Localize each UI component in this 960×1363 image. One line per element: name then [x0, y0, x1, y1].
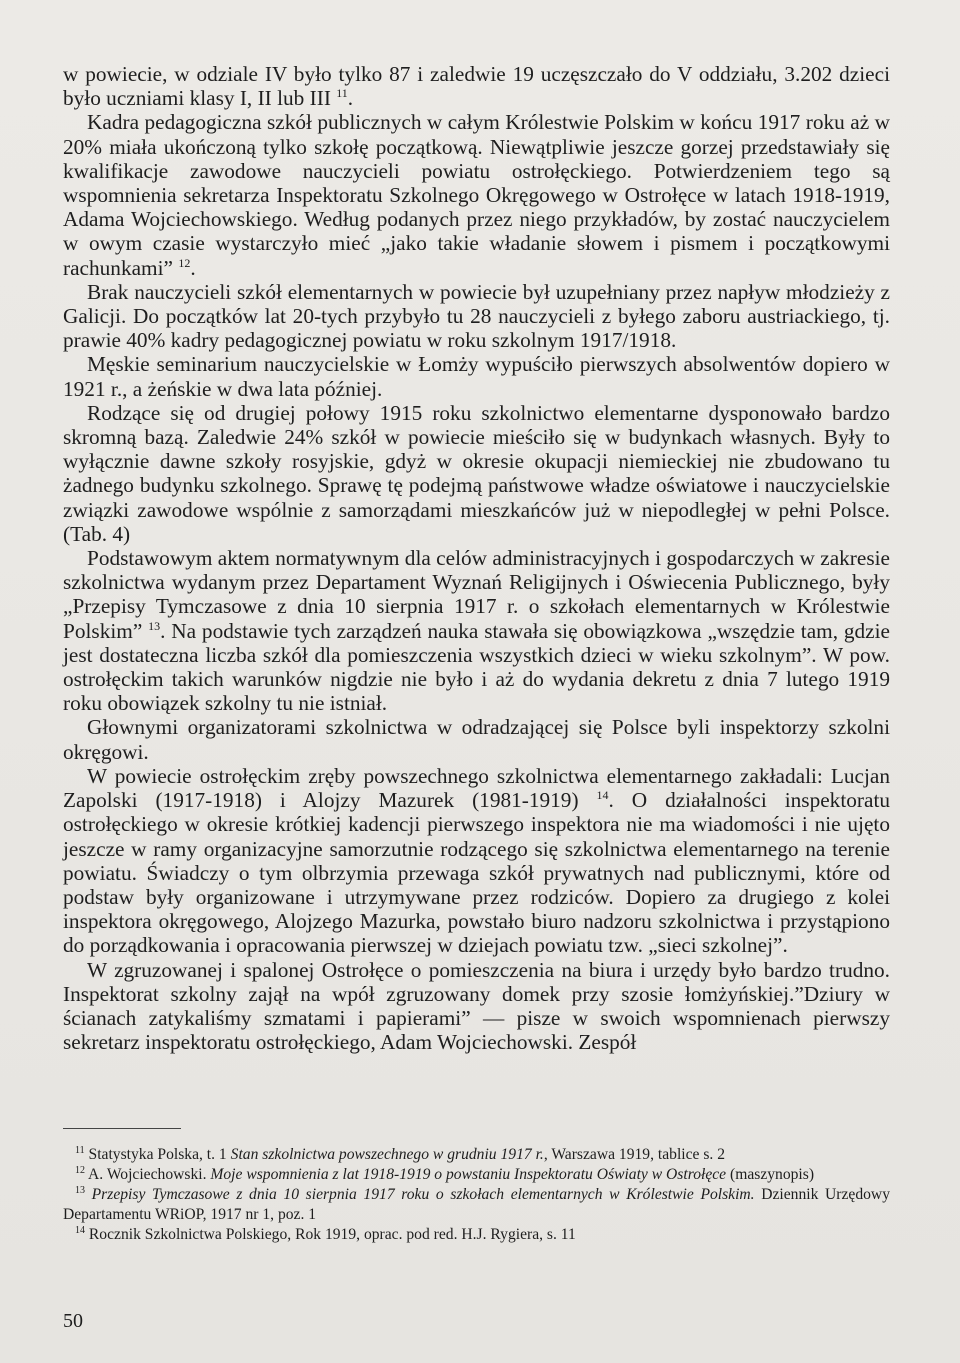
footnote-text: Rocznik Szkolnictwa Polskiego, Rok 1919, oprac. pod red. H.J. Rygiera, s. 11: [88, 1226, 576, 1243]
paragraph-7: Głownymi organizatorami szkolnictwa w odradzającej się Polsce byli inspektorzy szkolni okręgowi.: [63, 715, 890, 764]
footnote-title: Moje wspomnienia z lat 1918-1919 o powstaniu Inspektoratu Oświaty w Ostrołęce: [210, 1166, 727, 1183]
body-text: [63, 62, 890, 1054]
paragraph-1: [63, 62, 890, 110]
paragraph-4: Męskie seminarium nauczycielskie w Łomży wypuściło pierwszych absolwentów dopiero w 1921 r., a żeńskie w dwa lata później.: [63, 352, 890, 401]
footnote-13: [63, 1185, 890, 1225]
paragraph-1-text: w powiecie, w odziale IV było tylko 87 i zaledwie 19 uczęszczało do V oddziału, 3.202 dzieci było uczniami klasy I, II lub III: [63, 62, 890, 111]
footnote-text: A. Wojciechowski.: [88, 1166, 211, 1183]
footnote-title: Przepisy Tymczasowe z dnia 10 sierpnia 1917 roku o szkołach elementarnych w Królestwie Polskim.: [91, 1186, 755, 1203]
paragraph-9: W zgruzowanej i spalonej Ostrołęce o pomieszczenia na biura i urzędy było bardzo trudno. Inspektorat szkolny zajął na wpół zgruzowany domek przy szosie łomżyńskiej.”Dziury w ścianach zatykaliśmy szmatami i papierami” — pisze w swoich wspomnienach pierwszy sekretarz inspektoratu ostrołęckiego, Adam Wojciechowski. Zespół: [63, 957, 890, 1055]
page-number: 50: [63, 1310, 83, 1332]
footnote-number: 11: [75, 1145, 85, 1156]
footnote-12: [63, 1165, 890, 1185]
footnote-14: [63, 1225, 890, 1245]
footnotes: [63, 1145, 890, 1245]
paragraph-6: [63, 546, 890, 715]
paragraph-1-end: .: [347, 86, 354, 111]
paragraph-2: [63, 110, 890, 279]
footnote-number: 13: [75, 1185, 85, 1196]
footnote-title: Stan szkolnictwa powszechnego w grudniu 1917 r.: [230, 1146, 544, 1163]
paragraph-8-rest: . O działalności inspektoratu ostrołęckiego w okresie krótkiej kadencji pierwszego inspektora nie ma wiadomości i nie ujęto jeszcze w ramy organizacyjne samorzutnie rodzącego się szkolnictwa elementarnego na terenie powiatu. Świadczy o tym olbrzymia przewaga szkół prywatnych nad publicznymi, które od podstaw były organizowane i utrzymywane przez rodziców. Dopiero za drugiego z kolei inspektora okręgowego, Alojzego Mazurka, powstało biuro nadzoru szkolnictwa i przystąpiono do porządkowania i opracowania pierwszej w dziejach powiatu tzw. „sieci szkolnej”.: [63, 788, 891, 958]
paragraph-5: Rodzące się od drugiej połowy 1915 roku szkolnictwo elementarne dysponowało bardzo skromną bazą. Zaledwie 24% szkół w powiecie mieściło się w budynkach własnych. Były to wyłącznie dawne szkoły rosyjskie, gdyż w okresie okupacji niemieckiej nie zbudowano tu żadnego budynku szkolnego. Sprawę tę podejmą państwowe władze oświatowe i nauczycielskie związki zawodowe wspólnie z samorządami mieszkańców już w niepodległej w pełni Polsce. (Tab. 4): [63, 400, 890, 546]
footnote-ref-14: 14: [596, 788, 609, 803]
footnote-text-tail: Dziennik Urzędowy Departamentu WRiOP, 1917 nr 1, poz. 1: [63, 1186, 890, 1223]
paragraph-3: Brak nauczycieli szkół elementarnych w powiecie był uzupełniany przez napływ młodzieży z Galicji. Do początków lat 20-tych przybyło tu 28 nauczycieli z byłego zaboru austriackiego, tj. prawie 40% kadry pedagogicznej powiatu w roku szkolnym 1917/1918.: [63, 279, 890, 353]
paragraph-2-end: .: [190, 255, 196, 280]
footnote-ref-11: 11: [336, 86, 348, 101]
footnote-text-tail: , Warszawa 1919, tablice s. 2: [543, 1146, 726, 1163]
footnote-ref-12: 12: [178, 255, 191, 270]
paragraph-8-text: W powiecie ostrołęckim zręby powszechnego szkolnictwa elementarnego zakładali: Lucjan Zapolski (1917-1918) i Alojzy Mazurek (1981-1919): [63, 763, 890, 813]
footnote-divider: [63, 1128, 181, 1129]
paragraph-8: [63, 764, 890, 958]
footnote-number: 14: [75, 1225, 85, 1236]
paragraph-6-text: Podstawowym aktem normatywnym dla celów administracyjnych i gospodarczych w zakresie szkolnictwa wydanym przez Departament Wyznań Religijnych i Oświecenia Publicznego, były „Przepisy Tymczasowe z dnia 10 sierpnia 1917 r. o szkołach elementarnych w Królestwie Polskim”: [63, 546, 890, 643]
paragraph-6-rest: . Na podstawie tych zarządzeń nauka stawała się obowiązkowa „wszędzie tam, gdzie jest dostateczna liczba szkół dla pomieszczenia wszystkich dzieci w wieku szkolnym”. W pow. ostrołęckim takich warunków nigdzie nie było i aż do wydania dekretu z dnia 7 lutego 1919 roku obowiązek szkolny tu nie istniał.: [63, 618, 890, 716]
footnote-number: 12: [75, 1165, 85, 1176]
footnote-text-tail: (maszynopis): [726, 1166, 815, 1183]
footnote-ref-13: 13: [148, 618, 161, 633]
footnote-text: Statystyka Polska, t. 1: [88, 1146, 231, 1163]
paragraph-2-text: Kadra pedagogiczna szkół publicznych w całym Królestwie Polskim w końcu 1917 roku aż w 20% miała ukończoną tylko szkołę początkową. Niewątpliwie jeszcze gorzej przedstawiały się kwalifikacje zawodowe nauczycieli powiatu ostrołęckiego. Potwierdzeniem tego są wspomnienia sekretarza Inspektoratu Szkolnego Okręgowego w Ostrołęce w latach 1918-1919, Adama Wojciechowskiego. Według podanych przez niego przykładów, by zostać nauczycielem w owym czasie wystarczyło mieć „jako takie władanie słowem i pismem i początkowymi rachunkami”: [63, 110, 890, 280]
footnote-11: [63, 1145, 890, 1165]
